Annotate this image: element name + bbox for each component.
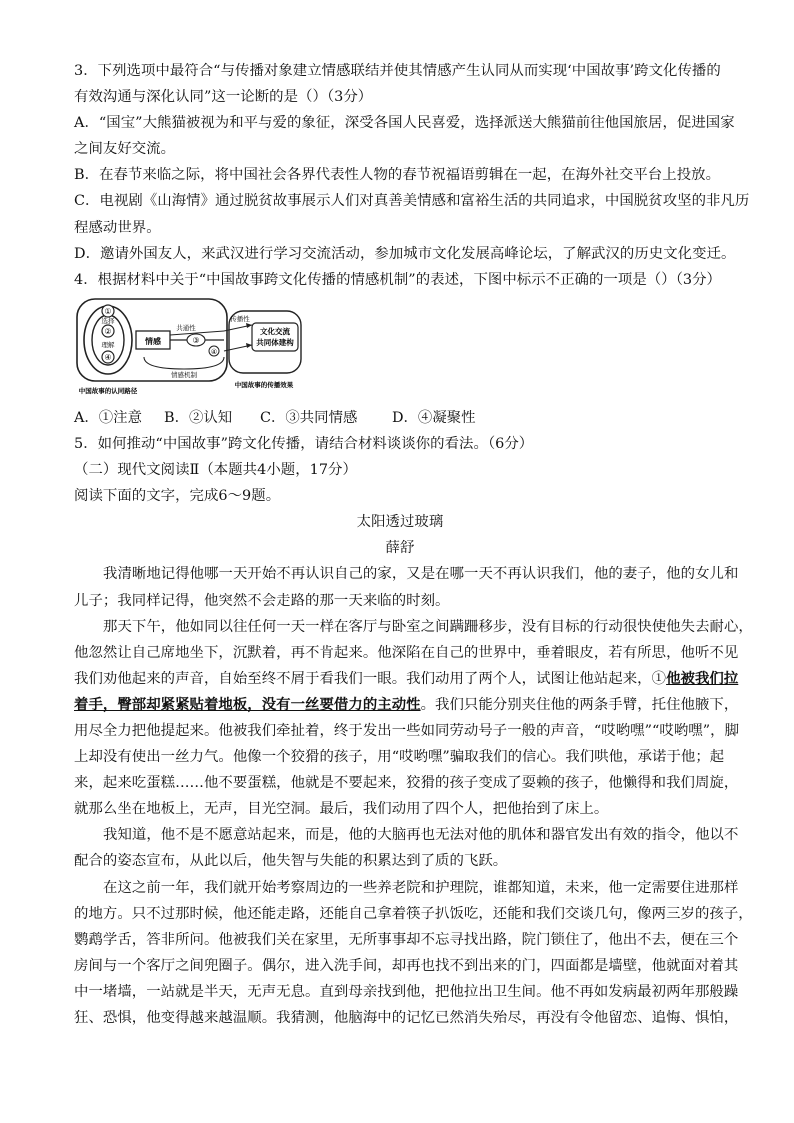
q4-stem: 4．根据材料中关于“中国故事跨文化传播的情感机制”的表述，下图中标示不正确的一项是（）（3分） [74,271,721,288]
p4-line-2: 的地方。只不过那时候，他还能走路，还能自己拿着筷子扒饭吃，还能和我们交谈几句，像两三岁的孩子， [74,905,753,922]
emotion-mechanism-diagram [74,297,726,399]
reading-instruction: 阅读下面的文字，完成6～9题。 [74,488,281,505]
diagram-svg [74,297,304,399]
q4-option-d: D．④凝聚性 [392,409,476,426]
mechanism-label: 情感机制 [171,370,197,379]
p4-line-4: 房间与一个客厅之间兜圈子。偶尔，进入洗手间，却再也找不到出来的门，四面都是墙壁，他就面对着其 [74,957,739,974]
article-author: 薛舒 [385,540,415,557]
q4-options [74,405,726,431]
p2-line-4-text: 。我们只能分别夹住他的两条手臂，托住他腋下， [420,696,739,713]
p2-line-6: 上却没有使出一丝力气。他像一个狡猾的孩子，用“哎哟嘿”骗取我们的信心。我们哄他，承诺于他；起 [74,749,725,766]
q3-stem-line-2: 有效沟通与深化认同”这一论断的是（）（3分） [74,89,373,106]
p1-line-1: 我清晰地记得他哪一天开始不再认识自己的家，又是在哪一天不再认识我们，他的妻子，他的女儿和 [103,566,739,583]
outcome-line-1: 文化交流 [260,326,290,336]
understand-label: 理解 [101,340,115,349]
p4-line-1: 在这之前一年，我们就开始考察周边的一些养老院和护理院，谁都知道，未来，他一定需要住进那样 [103,879,739,896]
spread-label: 传播性 [230,314,250,323]
p2-line-1: 那天下午，他如同以往任何一天一样在客厅与卧室之间蹒跚移步，没有目标的行动很快使他失去耐心， [103,618,753,635]
node-1-label: ① [104,306,112,316]
q4-option-c: C．③共同情感 [260,409,358,426]
q3-option-c-line-1: C．电视剧《山海情》通过脱贫故事展示人们对真善美情感和富裕生活的共同追求，中国脱贫攻坚的非凡历 [74,193,750,210]
node-4-left-label: ④ [104,352,112,362]
p2-line-4 [74,692,739,718]
q3-option-b: B．在春节来临之际，将中国社会各界代表性人物的春节祝福语剪辑在一起，在海外社交平台上投放。 [74,167,721,184]
right-caption: 中国故事的传播效果 [234,380,294,389]
node-4-right-label: ④ [210,347,218,356]
q4-option-a: A．①注意 [74,409,142,426]
p4-line-5: 中一堵墙，一站就是半天，无声无息。直到母亲找到他，把他拉出卫生间。他不再如发病最初两年那般躁 [74,983,739,1000]
question-5: 5．如何推动“中国故事”跨文化传播，请结合材料谈谈你的看法。（6分） [74,435,534,452]
left-caption: 中国故事的认同路径 [78,386,138,395]
p4-line-3: 鹦鹉学舌，答非所问。他被我们关在家里，无所事事却不忘寻找出路，院门锁住了，他出不去，便在三个 [74,931,739,948]
select-label: 选择 [101,316,115,325]
q3-stem-line-1: 3．下列选项中最符合“与传播对象建立情感联结并使其情感产生认同从而实现‘中国故事’跨文化传播的 [74,63,721,79]
q3-option-d: D．邀请外国友人，来武汉进行学习交流活动，参加城市文化发展高峰论坛，了解武汉的历史文化变迁。 [74,245,736,262]
mechanism-bracket [144,357,224,369]
p2-line-2: 他忽然让自己席地坐下，沉默着，再不肯起来。他深陷在自己的世界中，垂着眼皮，若有所思，他听不见 [74,644,739,661]
p4-line-6: 狂、恐惧，他变得越来越温顺。我猜测，他脑海中的记忆已然消失殆尽，再没有令他留恋、追悔、惧怕， [74,1010,739,1026]
q3-option-a-line-1: A．“国宝”大熊猫被视为和平与爱的象征，深受各国人民喜爱，选择派送大熊猫前往他国旅居，促进国家 [74,115,735,132]
underlined-sentence-part-1: 他被我们拉 [666,669,739,687]
question-4 [74,267,726,431]
underlined-sentence-part-2: 着手，臀部却紧紧贴着地板，没有一丝要借力的主动性 [74,695,421,713]
p3-line-2: 配合的姿态宣布，从此以后，他失智与失能的积累达到了质的飞跃。 [74,853,508,870]
paragraph-2 [74,614,753,823]
p2-line-7: 来，起来吃蛋糕……他不要蛋糕，他就是不要起来，狡猾的孩子变成了耍赖的孩子，他懒得和我们周旋， [74,775,739,792]
question-3 [74,58,750,267]
paragraph-1 [74,561,739,613]
q4-option-b: B．②认知 [164,409,233,426]
p2-line-3 [74,666,739,692]
p2-line-5: 用尽全力把他提起来。他被我们牵扯着，终于发出一些如同劳动号子一般的声音，“哎哟嘿”“哎哟嘿”，脚 [74,722,740,739]
section-heading: （二）现代文阅读Ⅱ（本题共4小题，17分） [74,462,357,479]
exam-page [74,58,753,1031]
paragraph-4 [74,875,753,1032]
node-3-label: ③ [192,335,200,345]
p1-line-2: 儿子；我同样记得，他突然不会走路的那一天来临的时刻。 [74,592,450,609]
node-2-label: ② [104,326,112,336]
p3-line-1: 我知道，他不是不愿意站起来，而是，他的大脑再也无法对他的肌体和器官发出有效的指令，他以不 [103,827,739,844]
q3-option-c-line-2: 程感动世界。 [74,219,161,236]
q3-option-a-line-2: 之间友好交流。 [74,141,176,158]
p2-line-3-text: 我们劝他起来的声音，自始至终不屑于看我们一眼。我们动用了两个人，试图让他站起来，① [74,670,667,687]
arrow-upper-head [246,323,252,328]
outcome-line-2: 共同体建构 [256,337,294,347]
p2-line-8: 就那么坐在地板上，无声，目光空洞。最后，我们动用了四个人，把他抬到了床上。 [74,801,609,818]
article-title: 太阳透过玻璃 [356,514,444,531]
arrow-lower-head [246,343,252,348]
resonance-label: 共通性 [176,323,196,332]
paragraph-3 [74,822,739,874]
emotion-label: 情感 [145,336,161,346]
